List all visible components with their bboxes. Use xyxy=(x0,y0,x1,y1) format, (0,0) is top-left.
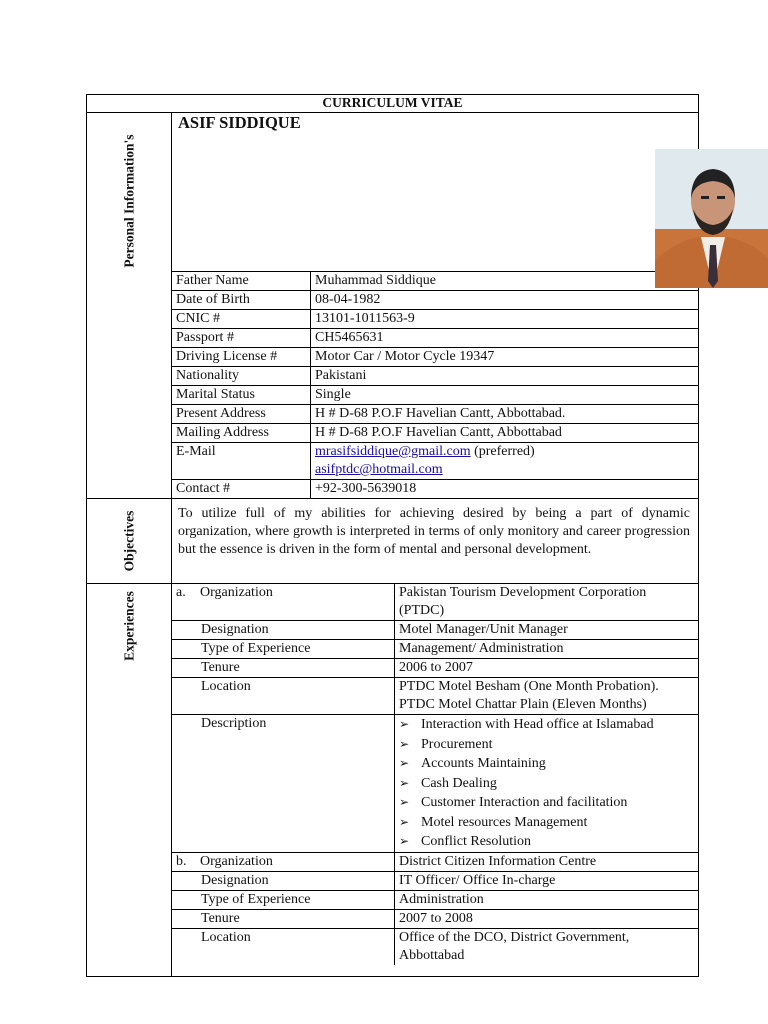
description-item: ➢ Customer Interaction and facilitation xyxy=(399,793,694,813)
exp-a-designation-label: Designation xyxy=(172,621,395,640)
info-label: Marital Status xyxy=(172,386,311,405)
name-photo-cell xyxy=(172,113,698,272)
info-value: Single xyxy=(311,386,699,405)
exp-b-tenure-label: Tenure xyxy=(172,909,395,928)
info-value: H # D-68 P.O.F Havelian Cantt, Abbottabad. xyxy=(311,405,699,424)
personal-info-table xyxy=(172,113,698,498)
exp-a-location xyxy=(395,678,699,715)
experiences-section-label-cell xyxy=(87,584,172,977)
exp-a-description xyxy=(395,715,699,853)
info-value: CH5465631 xyxy=(311,329,699,348)
info-value: 08-04-1982 xyxy=(311,291,699,310)
primary-email-link[interactable]: mrasifsiddique@gmail.com xyxy=(315,444,471,459)
personal-section-label: Personal Information's xyxy=(121,134,137,268)
description-item: ➢ Interaction with Head office at Islamabad xyxy=(399,715,694,735)
exp-b-location: Office of the DCO, District Government, Abbottabad xyxy=(395,928,699,965)
exp-a-type-label: Type of Experience xyxy=(172,640,395,659)
objective-text: To utilize full of my abilities for achieving desired by being a part of dynamic organization, where growth is interpreted in terms of only monitory and career progression but the essence is driven in the form of mental and personal development. xyxy=(172,499,699,584)
info-label: Mailing Address xyxy=(172,424,311,443)
contact-value: +92-300-5639018 xyxy=(311,480,699,499)
exp-a-location-label: Location xyxy=(172,678,395,715)
personal-section-label-cell xyxy=(87,113,172,499)
exp-a-location-1: PTDC Motel Besham (One Month Probation). xyxy=(399,679,659,694)
cv-document xyxy=(86,94,698,977)
secondary-email-link[interactable]: asifptdc@hotmail.com xyxy=(315,462,443,477)
objectives-section-label-cell xyxy=(87,499,172,584)
experiences-section-label: Experiences xyxy=(121,591,137,661)
info-value: H # D-68 P.O.F Havelian Cantt, Abbottabad xyxy=(311,424,699,443)
exp-a-org: Pakistan Tourism Development Corporation (PTDC) xyxy=(395,584,699,621)
exp-a-tenure-label: Tenure xyxy=(172,659,395,678)
objectives-section-label: Objectives xyxy=(121,510,137,572)
exp-a-tenure: 2006 to 2007 xyxy=(395,659,699,678)
info-label: Present Address xyxy=(172,405,311,424)
exp-b-location-label: Location xyxy=(172,928,395,965)
exp-a-org-label: a. Organization xyxy=(172,584,395,621)
exp-b-type-label: Type of Experience xyxy=(172,890,395,909)
exp-b-type: Administration xyxy=(395,890,699,909)
exp-b-designation-label: Designation xyxy=(172,871,395,890)
exp-a-marker: a. xyxy=(176,585,186,600)
exp-a-location-2: PTDC Motel Chattar Plain (Eleven Months) xyxy=(399,697,647,712)
cv-title: CURRICULUM VITAE xyxy=(87,95,699,113)
email-preferred-note: (preferred) xyxy=(470,444,535,459)
info-value: Pakistani xyxy=(311,367,699,386)
info-label: Passport # xyxy=(172,329,311,348)
info-label: Date of Birth xyxy=(172,291,311,310)
description-item: ➢ Conflict Resolution xyxy=(399,832,694,852)
email-value xyxy=(311,443,699,480)
exp-a-description-list xyxy=(399,715,694,852)
exp-b-marker: b. xyxy=(176,853,187,869)
exp-a-description-label: Description xyxy=(172,715,395,853)
contact-label: Contact # xyxy=(172,480,311,499)
description-item: ➢ Accounts Maintaining xyxy=(399,754,694,774)
exp-b-org: District Citizen Information Centre xyxy=(395,852,699,871)
exp-a-type: Management/ Administration xyxy=(395,640,699,659)
cv-table xyxy=(86,94,699,977)
info-label: Driving License # xyxy=(172,348,311,367)
description-item: ➢ Cash Dealing xyxy=(399,774,694,794)
info-value: Muhammad Siddique xyxy=(311,272,699,291)
profile-photo xyxy=(655,149,768,288)
experience-table xyxy=(172,584,698,965)
description-item: ➢ Motel resources Management xyxy=(399,813,694,833)
exp-b-tenure: 2007 to 2008 xyxy=(395,909,699,928)
info-label: Father Name xyxy=(172,272,311,291)
exp-b-org-label: b. Organization xyxy=(172,852,395,871)
info-value: 13101-1011563-9 xyxy=(311,310,699,329)
candidate-name: ASIF SIDDIQUE xyxy=(178,113,301,132)
info-label: CNIC # xyxy=(172,310,311,329)
info-value: Motor Car / Motor Cycle 19347 xyxy=(311,348,699,367)
description-item: ➢ Procurement xyxy=(399,735,694,755)
exp-b-designation: IT Officer/ Office In-charge xyxy=(395,871,699,890)
email-label: E-Mail xyxy=(172,443,311,480)
exp-a-designation: Motel Manager/Unit Manager xyxy=(395,621,699,640)
info-label: Nationality xyxy=(172,367,311,386)
